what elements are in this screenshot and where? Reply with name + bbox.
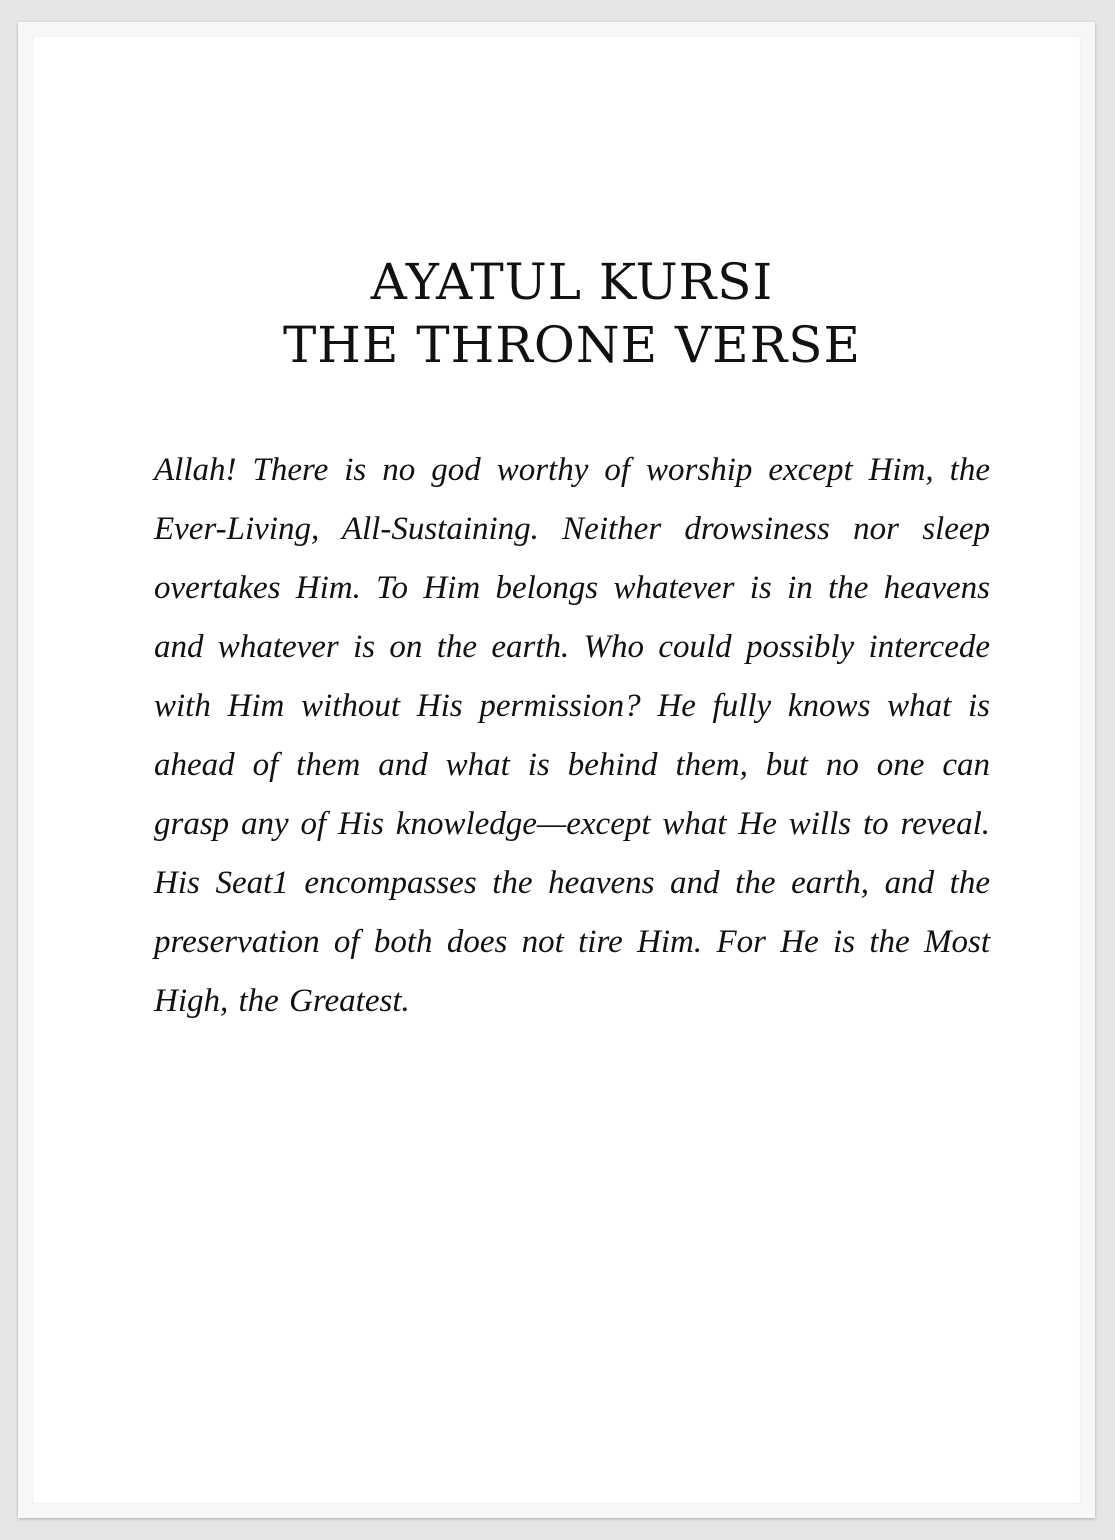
- poster-frame: [18, 22, 1095, 1518]
- verse-text: Allah! There is no god worthy of worship except Him, the Ever-Living, All-Sustaining. Neither drowsiness nor sleep overtakes Him. To Him belongs whatever is in the heavens and whatever is on the earth. Who could possibly intercede with Him without His permission? He fully knows what is ahead of them and what is behind them, but no one can grasp any of His knowledge—except what He wills to reveal. His Seat1 encompasses the heavens and the earth, and the preservation of both does not tire Him. For He is the Most High, the Greatest.: [154, 452, 990, 1019]
- poster-title: [154, 251, 990, 377]
- title-line-2: THE THRONE VERSE: [282, 316, 862, 374]
- poster-paper: [32, 36, 1081, 1504]
- title-line-1: AYATUL KURSI: [370, 253, 774, 311]
- poster-content: [154, 251, 990, 1031]
